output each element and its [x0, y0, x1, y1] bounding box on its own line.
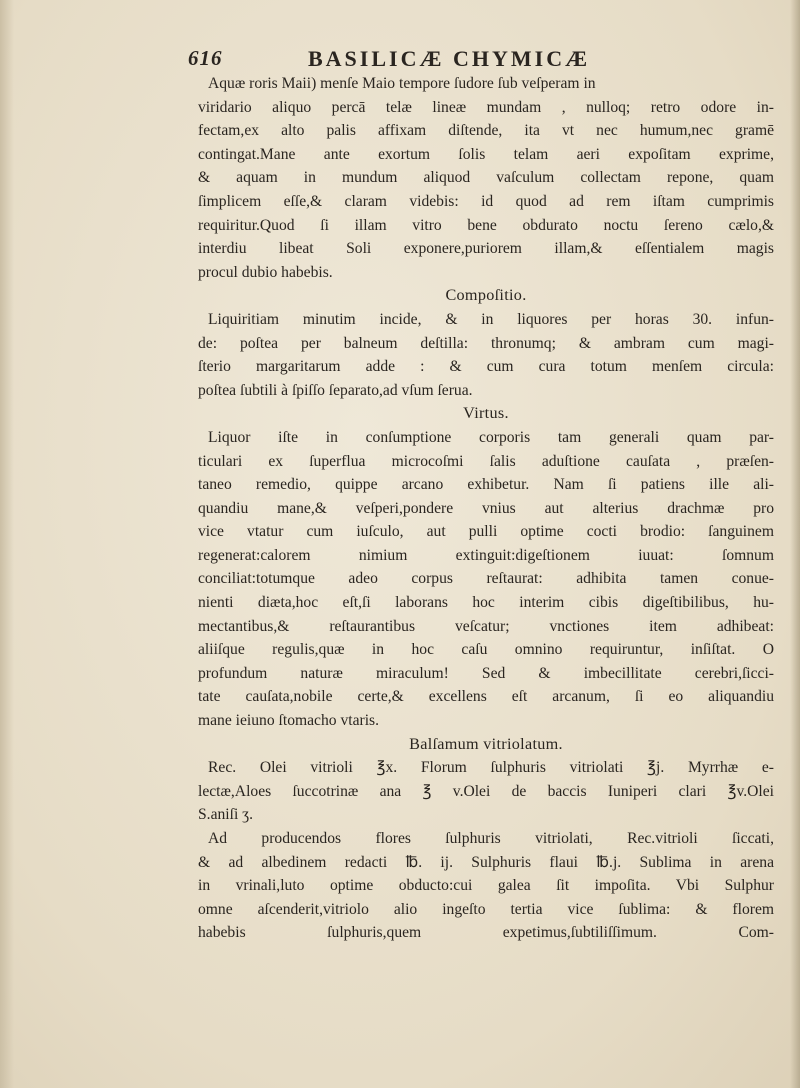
text-line: vice vtatur cum iuſculo, aut pulli optime cocti brodio: ſanguinem — [198, 523, 774, 541]
text-line: aliiſque regulis,quæ in hoc caſu omnino requiruntur, inſiſtat. O — [198, 641, 774, 659]
text-line: in vrinali,luto optime obducto:cui galea ſit impoſita. Vbi Sulphur — [198, 877, 774, 895]
running-head: BASILICÆ CHYMICÆ — [308, 46, 591, 71]
text-line: mane ieiuno ſtomacho vtaris. — [198, 712, 380, 730]
text-line: conciliat:totumque adeo corpus reſtaurat: adhibita tamen conue- — [198, 570, 774, 588]
section-heading: Virtus. — [463, 404, 509, 423]
text-line: interdiu libeat Soli exponere,puriorem illam,& eſſentialem magis — [198, 240, 774, 258]
text-line: ſimplicem eſſe,& claram videbis: id quod ad rem iſtam cumprimis — [198, 192, 774, 210]
text-line: fectam,ex alto palis affixam diſtende, ita vt nec humum,nec gramē — [198, 122, 774, 140]
text-line: Aquæ roris Maii) menſe Maio tempore ſudore ſub veſperam in — [208, 75, 596, 92]
text-line: lectæ,Aloes ſuccotrinæ ana ℥ v.Olei de baccis Iuniperi clari ℥v.Olei — [198, 782, 774, 800]
text-line: mectantibus,& reſtaurantibus veſcatur; vnctiones item adhibeat: — [198, 617, 774, 635]
page-edge-shadow-left — [0, 0, 14, 1088]
text-line: omne aſcenderit,vitriolo alio ingeſto tertia vice ſublima: & florem — [198, 900, 774, 918]
text-line: tate cauſata,nobile certe,& excellens eſt arcanum, ſi eo aliquandiu — [198, 688, 774, 706]
text-line: requiritur.Quod ſi illam vitro bene obdurato noctu ſereno cælo,& — [198, 216, 774, 234]
text-line: contingat.Mane ante exortum ſolis telam aeri expoſitam exprime, — [198, 145, 774, 163]
text-line: poſtea ſubtili à ſpiſſo ſeparato,ad vſum ſerua. — [198, 381, 473, 399]
text-line: de: poſtea per balneum deſtilla: thronumq; & ambram cum magi- — [198, 334, 774, 352]
text-line: taneo remedio, quippe arcano exhibetur. Nam ſi patiens ille ali- — [198, 476, 774, 494]
text-line: Rec. Olei vitrioli ℥x. Florum ſulphuris vitriolati ℥j. Myrrhæ e- — [208, 759, 774, 777]
text-line: S.aniſi ʒ. — [198, 806, 254, 824]
section-heading: Compoſitio. — [445, 286, 527, 305]
text-line: Liquiritiam minutim incide, & in liquores per horas 30. infun- — [208, 310, 774, 328]
text-line: ticulari ex ſuperflua microcoſmi ſalis aduſtione cauſata , præſen- — [198, 452, 774, 470]
text-line: & ad albedinem redacti ℔. ij. Sulphuris flaui ℔.j. Sublima in arena — [198, 853, 774, 871]
section-heading: Balſamum vitriolatum. — [409, 734, 563, 753]
text-line: Ad producendos flores ſulphuris vitriolati, Rec.vitrioli ſiccati, — [208, 830, 774, 847]
text-line: regenerat:calorem nimium extinguit:digeſtionem iuuat: ſomnum — [198, 546, 774, 564]
text-line: procul dubio habebis. — [198, 263, 333, 281]
text-line: viridario aliquo percā telæ lineæ mundam , nulloq; retro odore in- — [198, 98, 774, 116]
text-line: profundum naturæ miraculum! Sed & imbecillitate cerebri,ſicci- — [198, 664, 774, 682]
body-text — [198, 72, 774, 945]
text-line: Liquor iſte in conſumptione corporis tam generali quam par- — [208, 428, 774, 446]
page-edge-shadow-right — [790, 0, 800, 1088]
page-number: 616 — [188, 46, 223, 70]
text-line: nienti diæta,hoc eſt,ſi laborans hoc interim cibis digeſtibilibus, hu- — [198, 594, 774, 612]
text-line: habebis ſulphuris,quem expetimus,ſubtiliſſimum. Com- — [198, 924, 774, 942]
text-line: & aquam in mundum aliquod vaſculum collectam repone, quam — [198, 169, 774, 187]
text-line: quandiu mane,& veſperi,pondere vnius aut alterius drachmæ pro — [198, 499, 774, 517]
text-line: ſterio margaritarum adde : & cum cura totum menſem circula: — [198, 358, 774, 376]
